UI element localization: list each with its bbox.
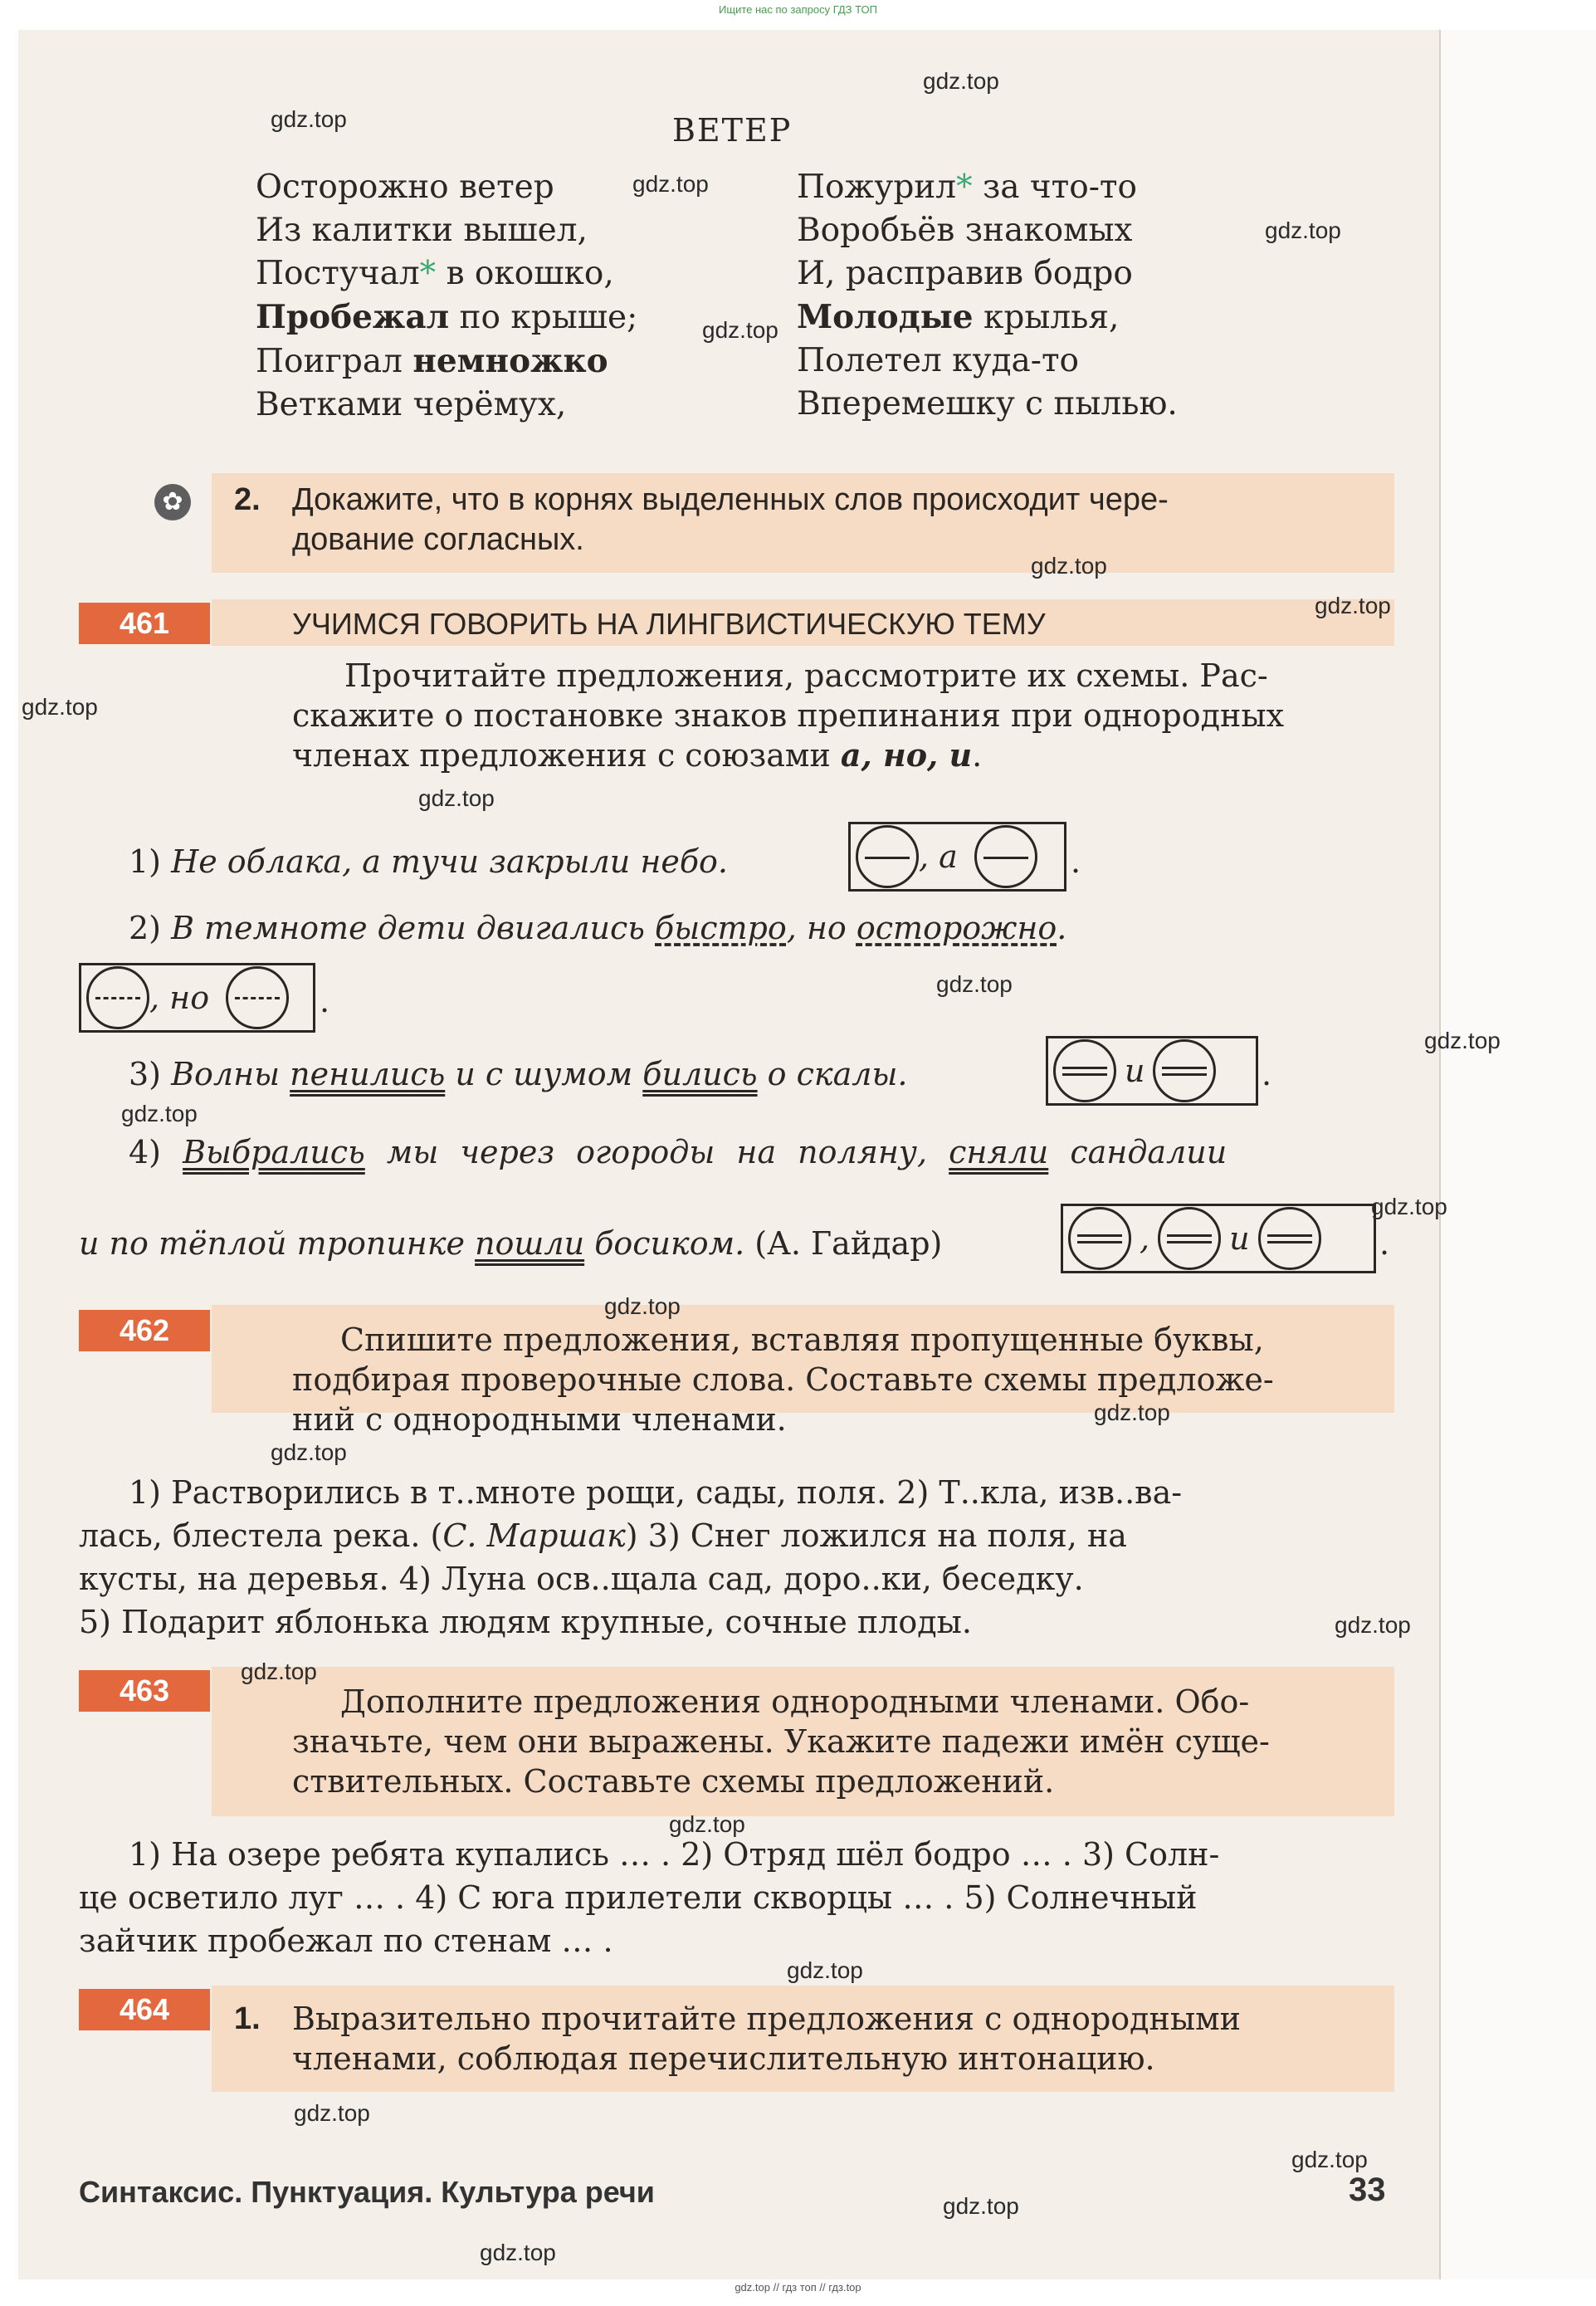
scheme-member-circle [1153,1039,1216,1102]
watermark: gdz.top [1335,1612,1411,1638]
exercise-body-line: 1) На озере ребята купались … . 2) Отряд шёл бодро … . 3) Солн- [129,1836,1220,1873]
watermark: gdz.top [936,971,1013,997]
poem-line: Постучал* в окошко, [256,255,614,292]
footer-section-title: Синтаксис. Пунктуация. Культура речи [79,2175,655,2209]
footnote-star: * [956,169,973,206]
watermark: gdz.top [943,2193,1019,2219]
watermark: gdz.top [121,1101,198,1126]
sentence-4-continued: и по тёплой тропинке пошли босиком. (А. Гайдар) [79,1225,943,1262]
page-margin [1441,30,1596,2279]
watermark: gdz.top [418,785,495,811]
scheme-member-circle [1053,1039,1116,1102]
watermark: gdz.top [632,171,709,197]
poem-line: Молодые крылья, [797,298,1120,336]
scheme-end: . [1379,1225,1390,1262]
poem-line: Пробежал по крыше; [256,298,638,336]
poem-line: И, расправив бодро [797,255,1133,292]
watermark: gdz.top [22,694,98,720]
sentence-scheme-1: , а [848,822,1066,892]
sentence-scheme-4: , и [1061,1204,1376,1273]
watermark: gdz.top [604,1293,681,1319]
watermark: gdz.top [271,106,347,132]
exercise-text-line: Прочитайте предложения, рассмотрите их схемы. Рас- [344,657,1268,694]
exercise-text-line: членами, соблюдая перечислительную интонацию. [292,2040,1155,2077]
watermark: gdz.top [1094,1400,1170,1425]
exercise-text-line: скажите о постановке знаков препинания при однородных [292,697,1285,734]
top-banner: Ищите нас по запросу ГДЗ ТОП [719,3,877,16]
flower-icon: ✿ [154,484,191,520]
footnote-star: * [419,255,437,292]
scheme-member-circle [856,825,919,888]
watermark: gdz.top [787,1957,863,1983]
watermark: gdz.top [1315,593,1391,618]
exercise-body-line: це осветило луг … . 4) С юга прилетели скворцы … . 5) Солнечный [79,1879,1198,1916]
watermark: gdz.top [1424,1028,1501,1053]
sentence-scheme-2: , но [79,963,315,1033]
scheme-end: . [320,983,330,1019]
watermark: gdz.top [669,1811,745,1837]
exercise-text-line: Выразительно прочитайте предложения с однородными [292,2001,1242,2037]
exercise-text-line: членах предложения с союзами а, но, и. [292,736,983,774]
watermark: gdz.top [1371,1194,1447,1219]
exercise-text-line: подбирая проверочные слова. Составьте схемы предложе- [292,1361,1274,1398]
sentence-1: 1) Не облака, а тучи закрыли небо. [129,843,728,880]
poem-line: Воробьёв знакомых [797,212,1133,249]
task-number: 2. [234,482,261,517]
scheme-member-circle [1258,1207,1321,1270]
poem-line: Поиграл немножко [256,342,608,380]
scheme-member-circle [1158,1207,1221,1270]
poem-line: Осторожно ветер [256,169,554,206]
scheme-member-circle [974,825,1037,888]
poem-right-column [797,166,1178,426]
exercise-text-line: ний с однородными членами. [292,1401,787,1438]
watermark: gdz.top [480,2240,556,2265]
exercise-body-line: зайчик пробежал по стенам … . [79,1922,613,1959]
poem-left-column [256,166,637,427]
poem-line: Вперемешку с пылью. [797,385,1178,423]
exercise-text-line: ствительных. Составьте схемы предложений. [292,1763,1055,1800]
scheme-end: . [1262,1056,1272,1092]
watermark: gdz.top [923,68,999,94]
exercise-number-464: 464 [79,1989,210,2030]
watermark: gdz.top [1265,217,1341,243]
watermark: gdz.top [241,1659,317,1684]
sentence-scheme-3: и [1046,1036,1258,1106]
task-text-line: Докажите, что в корнях выделенных слов происходит чере- [292,482,1169,517]
poem-line: Из калитки вышел, [256,212,588,249]
bottom-banner: gdz.top // гдз топ // гдз.top [735,2281,861,2294]
scheme-member-circle [1068,1207,1131,1270]
watermark: gdz.top [1291,2147,1368,2172]
exercise-text-line: значьте, чем они выражены. Укажите падежи имён суще- [292,1723,1270,1760]
exercise-heading: УЧИМСЯ ГОВОРИТЬ НА ЛИНГВИСТИЧЕСКУЮ ТЕМУ [292,607,1046,641]
sentence-2: 2) В темноте дети двигались быстро, но осторожно. [129,910,1067,946]
watermark: gdz.top [702,317,778,343]
scheme-member-circle [226,966,289,1029]
exercise-body-line: 1) Растворились в т..мноте рощи, сады, поля. 2) Т..кла, изв..ва- [129,1474,1183,1511]
exercise-number-461: 461 [79,603,210,644]
exercise-text-line: Дополните предложения однородными членами. Обо- [340,1683,1250,1720]
exercise-number-463: 463 [79,1670,210,1712]
sentence-4: 4) Выбрались мы через огороды на поляну, сняли сандалии [129,1134,1228,1170]
watermark: gdz.top [271,1439,347,1465]
poem-line: Пожурил* за что-то [797,169,1137,206]
scheme-end: . [1071,843,1081,880]
page-number: 33 [1349,2172,1386,2208]
exercise-number-462: 462 [79,1310,210,1351]
watermark: gdz.top [1031,553,1107,579]
exercise-text-line: Спишите предложения, вставляя пропущенные буквы, [340,1322,1264,1358]
exercise-body-line: лась, блестела река. (С. Маршак) 3) Снег ложился на поля, на [79,1517,1127,1554]
poem-line: Ветками черёмух, [256,386,567,423]
poem-line: Полетел куда-то [797,342,1079,379]
task-text-line: дование согласных. [292,522,584,557]
scheme-member-circle [86,966,149,1029]
sentence-3: 3) Волны пенились и с шумом бились о скалы. [129,1056,908,1092]
exercise-body-line: 5) Подарит яблонька людям крупные, сочные плоды. [79,1604,972,1640]
task-number: 1. [234,2001,261,2036]
poem-title: ВЕТЕР [672,112,793,149]
exercise-body-line: кусты, на деревья. 4) Луна осв..щала сад, доро..ки, беседку. [79,1561,1084,1597]
watermark: gdz.top [294,2100,370,2126]
